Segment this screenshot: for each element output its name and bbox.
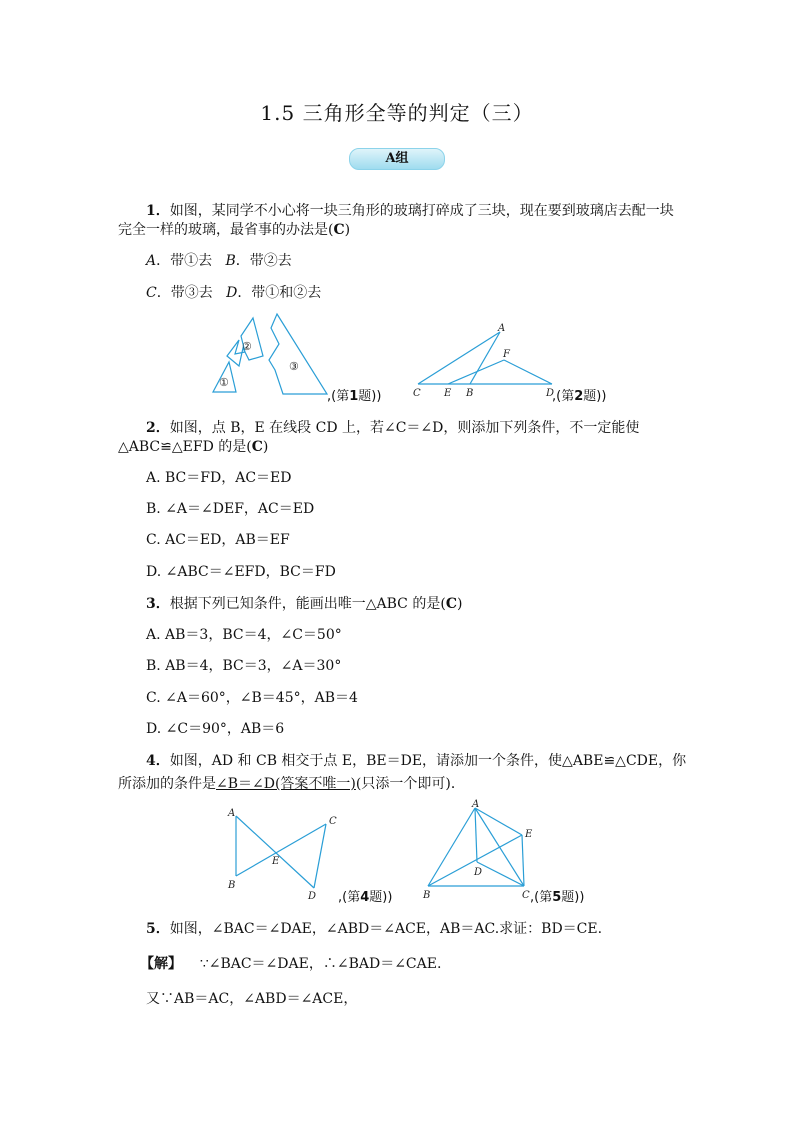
q3-answer: C bbox=[445, 596, 457, 612]
q4-number: 4． bbox=[146, 753, 170, 769]
piece-label-2: ② bbox=[242, 340, 252, 353]
q3-option-d: D. ∠C＝90°，AB＝6 bbox=[146, 721, 285, 737]
q5-solution-tag: 【解】 bbox=[140, 956, 182, 972]
q3-number: 3． bbox=[146, 596, 170, 612]
q1-number: 1． bbox=[146, 203, 170, 219]
segment-ec bbox=[522, 835, 524, 886]
q3-text: 根据下列已知条件，能画出唯一△ABC 的是( bbox=[169, 596, 446, 612]
q2-close: ) bbox=[262, 439, 269, 455]
q1-options-row-1 bbox=[146, 250, 292, 270]
fig4-label-e: E bbox=[272, 856, 280, 867]
q4-line-1 bbox=[146, 750, 686, 770]
fig2-caption-num: 2 bbox=[574, 389, 584, 404]
segment-ae bbox=[475, 808, 522, 835]
q1-options-row-2 bbox=[146, 282, 321, 302]
figure-5-triangles bbox=[420, 800, 540, 902]
q4-text-b-post: (只添一个即可)． bbox=[355, 776, 465, 792]
q1-opt-a-text: ．带①去 bbox=[156, 253, 213, 269]
figure-2-triangles bbox=[410, 322, 560, 402]
fig4-label-a: A bbox=[228, 808, 236, 819]
q5-line bbox=[146, 918, 602, 938]
q1-opt-b-text: ．带②去 bbox=[235, 253, 292, 269]
q1-close: ) bbox=[344, 222, 351, 238]
figure-2-caption bbox=[552, 385, 606, 404]
fig2-caption-pre: ,(第 bbox=[552, 389, 575, 404]
page-title: 1.5 三角形全等的判定（三） bbox=[260, 101, 534, 125]
segment-bc bbox=[236, 824, 326, 876]
segment-cd bbox=[314, 824, 326, 888]
fig5-caption-num: 5 bbox=[552, 890, 562, 905]
q3-option-b: B. AB＝4，BC＝3，∠A＝30° bbox=[146, 658, 342, 674]
q2-option-c: C. AC＝ED，AB＝EF bbox=[146, 532, 290, 548]
fig5-caption-post: 题)) bbox=[561, 890, 585, 905]
q1-opt-a-letter: A bbox=[146, 253, 157, 269]
fig2-label-f: F bbox=[503, 349, 510, 360]
q1-opt-c-text: ．带③去 bbox=[156, 285, 213, 301]
q2-option-a: A. BC＝FD，AC＝ED bbox=[146, 470, 292, 486]
fig5-caption-pre: ,(第 bbox=[530, 890, 553, 905]
q3-option-a: A. AB＝3，BC＝4，∠C＝50° bbox=[146, 627, 342, 643]
q5-text: 如图，∠BAC＝∠DAE，∠ABD＝∠ACE，AB＝AC.求证：BD＝CE. bbox=[169, 921, 603, 937]
q1-opt-d-text: ．带①和②去 bbox=[237, 285, 322, 301]
fig2-label-d: D bbox=[546, 388, 555, 399]
q4-text-b-pre: 所添加的条件是 bbox=[118, 776, 216, 792]
q2-option-d: D. ∠ABC＝∠EFD，BC＝FD bbox=[146, 564, 336, 580]
q2-answer: C bbox=[251, 439, 263, 455]
segment-ca bbox=[418, 332, 500, 384]
fig1-caption-pre: ,(第 bbox=[327, 389, 350, 404]
q1-answer: C bbox=[333, 222, 345, 238]
fig2-label-e: E bbox=[444, 388, 452, 399]
figure-4-crossed-triangles bbox=[226, 806, 346, 901]
piece-label-1: ① bbox=[219, 376, 229, 389]
fig4-caption-pre: ,(第 bbox=[338, 890, 361, 905]
fig5-label-d: D bbox=[474, 867, 483, 878]
fig4-label-b: B bbox=[228, 880, 236, 891]
fig2-label-c: C bbox=[413, 388, 421, 399]
segment-ad bbox=[236, 816, 314, 888]
q1-opt-d-letter: D bbox=[226, 285, 238, 301]
segment-ef bbox=[448, 360, 504, 384]
fig4-caption-num: 4 bbox=[360, 890, 370, 905]
segment-ad bbox=[475, 808, 477, 862]
q2-line-1 bbox=[146, 417, 639, 437]
q2-text-b: △ABC≌△EFD 的是( bbox=[118, 439, 252, 455]
q1-opt-b-letter: B bbox=[225, 253, 236, 269]
figure-5-caption bbox=[530, 886, 584, 905]
figure-1-caption bbox=[327, 385, 381, 404]
q2-line-2 bbox=[118, 436, 268, 456]
fig1-caption-num: 1 bbox=[349, 389, 359, 404]
q1-line-2 bbox=[118, 219, 350, 239]
q4-answer: ∠B＝∠D(答案不唯一) bbox=[216, 776, 356, 792]
fig2-label-b: B bbox=[466, 388, 474, 399]
q1-text-a: 如图，某同学不小心将一块三角形的玻璃打碎成了三块，现在要到玻璃店去配一块 bbox=[169, 203, 674, 219]
figure-4-caption bbox=[338, 886, 392, 905]
q4-text-a: 如图，AD 和 CB 相交于点 E，BE＝DE，请添加一个条件，使△ABE≌△CDE，你 bbox=[169, 753, 687, 769]
q5-number: 5． bbox=[146, 921, 170, 937]
fig5-label-e: E bbox=[525, 829, 533, 840]
q1-line-1 bbox=[146, 200, 674, 220]
fig2-label-a: A bbox=[498, 323, 506, 334]
q3-close: ) bbox=[456, 596, 463, 612]
fig5-label-c: C bbox=[522, 890, 530, 901]
q2-option-b: B. ∠A＝∠DEF，AC＝ED bbox=[146, 501, 315, 517]
q4-line-2 bbox=[118, 773, 465, 793]
piece-label-3: ③ bbox=[289, 360, 299, 373]
fig4-caption-post: 题)) bbox=[369, 890, 393, 905]
fig5-label-b: B bbox=[423, 890, 431, 901]
segment-ab bbox=[470, 332, 500, 384]
q5-solution-line-1 bbox=[140, 953, 441, 973]
q3-option-c: C. ∠A＝60°，∠B＝45°，AB＝4 bbox=[146, 690, 358, 706]
glass-piece-3 bbox=[269, 314, 327, 394]
q1-opt-c-letter: C bbox=[146, 285, 157, 301]
fig1-caption-post: 题)) bbox=[358, 389, 382, 404]
segment-fd bbox=[504, 360, 552, 384]
q2-text-a: 如图，点 B，E 在线段 CD 上，若∠C＝∠D，则添加下列条件，不一定能使 bbox=[169, 420, 640, 436]
q5-solution-line-2: 又∵AB＝AC，∠ABD＝∠ACE， bbox=[146, 991, 358, 1007]
segment-ab bbox=[428, 808, 475, 886]
fig2-caption-post: 题)) bbox=[583, 389, 607, 404]
q1-text-b: 完全一样的玻璃，最省事的办法是( bbox=[118, 222, 334, 238]
q2-number: 2． bbox=[146, 420, 170, 436]
figure-1-broken-glass bbox=[205, 312, 335, 402]
fig5-label-a: A bbox=[472, 799, 480, 810]
fig4-label-c: C bbox=[329, 816, 337, 827]
q5-solution-step-1: ∵∠BAC＝∠DAE，∴∠BAD＝∠CAE. bbox=[199, 956, 442, 972]
group-badge: A组 bbox=[349, 148, 445, 170]
q3-line bbox=[146, 593, 462, 613]
fig4-label-d: D bbox=[308, 891, 317, 902]
